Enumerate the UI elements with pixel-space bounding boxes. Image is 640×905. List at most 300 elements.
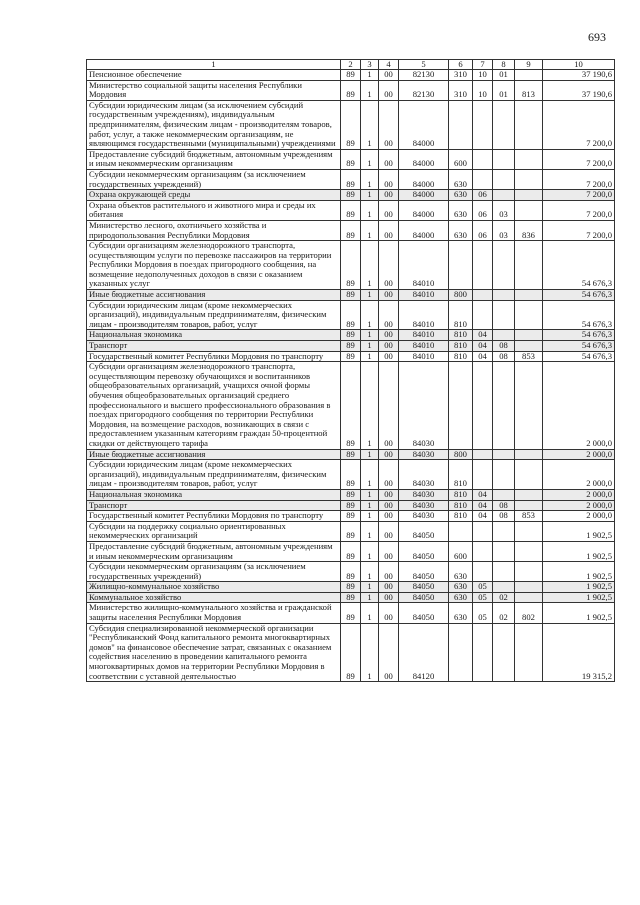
table-row: [87, 351, 615, 362]
code-cell-c5: 84050: [399, 582, 449, 593]
table-row: [87, 623, 615, 682]
code-cell-c9: [515, 70, 543, 81]
amount-cell: 7 200,0: [543, 100, 615, 149]
row-name: Транспорт: [87, 341, 341, 352]
code-cell-c3: 1: [361, 489, 379, 500]
table-row: [87, 460, 615, 490]
amount-cell: 1 902,5: [543, 582, 615, 593]
code-cell-c6: 630: [449, 603, 473, 623]
code-cell-c7: 05: [473, 603, 493, 623]
code-cell-c2: 89: [341, 541, 361, 561]
code-cell-c2: 89: [341, 149, 361, 169]
code-cell-c2: 89: [341, 449, 361, 460]
code-cell-c8: [493, 330, 515, 341]
code-cell-c2: 89: [341, 460, 361, 490]
row-name: Иные бюджетные ассигнования: [87, 449, 341, 460]
code-cell-c2: 89: [341, 341, 361, 352]
table-body: [87, 70, 615, 682]
table-row: [87, 330, 615, 341]
column-header: 2: [341, 60, 361, 70]
code-cell-c5: 84030: [399, 489, 449, 500]
code-cell-c9: [515, 623, 543, 682]
code-cell-c2: 89: [341, 603, 361, 623]
code-cell-c3: 1: [361, 623, 379, 682]
table-row: [87, 562, 615, 582]
code-cell-c7: [473, 521, 493, 541]
code-cell-c3: 1: [361, 70, 379, 81]
code-cell-c5: 84050: [399, 603, 449, 623]
code-cell-c2: 89: [341, 300, 361, 330]
amount-cell: 54 676,3: [543, 351, 615, 362]
code-cell-c6: 600: [449, 541, 473, 561]
code-cell-c5: 84010: [399, 290, 449, 301]
table-row: [87, 220, 615, 240]
code-cell-c8: 02: [493, 592, 515, 603]
row-name: Субсидии на поддержку социально ориентированных некоммерческих организаций: [87, 521, 341, 541]
amount-cell: 54 676,3: [543, 300, 615, 330]
code-cell-c7: [473, 241, 493, 290]
code-cell-c4: 00: [379, 220, 399, 240]
row-name: Предоставление субсидий бюджетным, автономным учреждениям и иным некоммерческим организациям: [87, 541, 341, 561]
code-cell-c8: [493, 149, 515, 169]
code-cell-c8: [493, 362, 515, 449]
column-header: 5: [399, 60, 449, 70]
column-header: 1: [87, 60, 341, 70]
code-cell-c9: [515, 169, 543, 189]
code-cell-c5: 84000: [399, 200, 449, 220]
code-cell-c4: 00: [379, 330, 399, 341]
code-cell-c2: 89: [341, 190, 361, 201]
code-cell-c9: [515, 460, 543, 490]
code-cell-c4: 00: [379, 582, 399, 593]
code-cell-c5: 84000: [399, 169, 449, 189]
code-cell-c8: 03: [493, 220, 515, 240]
code-cell-c8: [493, 241, 515, 290]
code-cell-c9: [515, 300, 543, 330]
table-row: [87, 500, 615, 511]
table-row: [87, 541, 615, 561]
code-cell-c4: 00: [379, 489, 399, 500]
code-cell-c6: 810: [449, 500, 473, 511]
table-row: [87, 489, 615, 500]
code-cell-c6: 600: [449, 149, 473, 169]
code-cell-c3: 1: [361, 562, 379, 582]
row-name: Субсидии организациям железнодорожного транспорта, осуществляющим услуги по перевозке пассажиров на территории Республики Мордовия в поездах пригородного сообщения, на возмещение недополученных доходов в связи с оказанием указанных услуг: [87, 241, 341, 290]
header-row: [87, 60, 615, 70]
table-row: [87, 362, 615, 449]
code-cell-c3: 1: [361, 300, 379, 330]
amount-cell: 2 000,0: [543, 362, 615, 449]
code-cell-c4: 00: [379, 511, 399, 522]
code-cell-c5: 84030: [399, 511, 449, 522]
code-cell-c4: 00: [379, 592, 399, 603]
row-name: Субсидии некоммерческим организациям (за исключением государственных учреждений): [87, 169, 341, 189]
table-row: [87, 149, 615, 169]
code-cell-c5: 84050: [399, 521, 449, 541]
amount-cell: 19 315,2: [543, 623, 615, 682]
code-cell-c3: 1: [361, 460, 379, 490]
code-cell-c7: 04: [473, 351, 493, 362]
code-cell-c4: 00: [379, 100, 399, 149]
code-cell-c8: [493, 169, 515, 189]
code-cell-c9: 836: [515, 220, 543, 240]
code-cell-c6: 630: [449, 592, 473, 603]
code-cell-c8: [493, 489, 515, 500]
table-row: [87, 200, 615, 220]
amount-cell: 2 000,0: [543, 449, 615, 460]
amount-cell: 7 200,0: [543, 200, 615, 220]
code-cell-c3: 1: [361, 80, 379, 100]
row-name: Охрана окружающей среды: [87, 190, 341, 201]
code-cell-c7: 05: [473, 582, 493, 593]
row-name: Государственный комитет Республики Мордовия по транспорту: [87, 351, 341, 362]
table-row: [87, 341, 615, 352]
code-cell-c8: [493, 460, 515, 490]
code-cell-c7: [473, 149, 493, 169]
code-cell-c7: [473, 562, 493, 582]
column-header: 9: [515, 60, 543, 70]
row-name: Субсидия специализированной некоммерческой организации "Республиканский Фонд капитального ремонта многоквартирных домов" на финансовое обеспечение затрат, связанных с оказанием содействия населению в проведении капитального ремонта многоквартирных домов на территории Республики Мордовия в соответствии с уставной деятельностью: [87, 623, 341, 682]
table-row: [87, 80, 615, 100]
code-cell-c9: 802: [515, 603, 543, 623]
code-cell-c2: 89: [341, 70, 361, 81]
table-row: [87, 582, 615, 593]
amount-cell: 1 902,5: [543, 541, 615, 561]
code-cell-c8: [493, 541, 515, 561]
code-cell-c2: 89: [341, 169, 361, 189]
row-name: Министерство жилищно-коммунального хозяйства и гражданской защиты населения Республики Мордовия: [87, 603, 341, 623]
code-cell-c7: [473, 100, 493, 149]
code-cell-c6: 630: [449, 190, 473, 201]
code-cell-c7: 04: [473, 511, 493, 522]
code-cell-c6: 310: [449, 70, 473, 81]
code-cell-c3: 1: [361, 290, 379, 301]
code-cell-c7: 04: [473, 330, 493, 341]
code-cell-c3: 1: [361, 200, 379, 220]
amount-cell: 1 902,5: [543, 521, 615, 541]
code-cell-c5: 84000: [399, 190, 449, 201]
code-cell-c2: 89: [341, 562, 361, 582]
amount-cell: 7 200,0: [543, 190, 615, 201]
table-row: [87, 603, 615, 623]
code-cell-c8: [493, 300, 515, 330]
code-cell-c2: 89: [341, 351, 361, 362]
code-cell-c6: 630: [449, 582, 473, 593]
table-row: [87, 70, 615, 81]
code-cell-c5: 84120: [399, 623, 449, 682]
code-cell-c4: 00: [379, 603, 399, 623]
code-cell-c3: 1: [361, 341, 379, 352]
table-row: [87, 290, 615, 301]
row-name: Охрана объектов растительного и животного мира и среды их обитания: [87, 200, 341, 220]
row-name: Субсидии организациям железнодорожного транспорта, осуществляющим перевозку обучающихся и воспитанников общеобразовательных организаций, учащихся очной формы обучения общеобразовательных организаций среднего профессионального и высшего профессионального образования в поездах пригородного сообщения по территории Республики Мордовия, на возмещение расходов, возникающих в связи с предоставлением указанным категориям граждан 50-процентной скидки от действующего тарифа: [87, 362, 341, 449]
column-header: 8: [493, 60, 515, 70]
code-cell-c2: 89: [341, 200, 361, 220]
amount-cell: 7 200,0: [543, 169, 615, 189]
code-cell-c8: 01: [493, 70, 515, 81]
row-name: Коммунальное хозяйство: [87, 592, 341, 603]
table-row: [87, 169, 615, 189]
code-cell-c6: 630: [449, 220, 473, 240]
code-cell-c8: 08: [493, 511, 515, 522]
code-cell-c2: 89: [341, 220, 361, 240]
table-row: [87, 511, 615, 522]
code-cell-c7: 04: [473, 489, 493, 500]
amount-cell: 2 000,0: [543, 511, 615, 522]
code-cell-c8: 01: [493, 80, 515, 100]
code-cell-c9: [515, 241, 543, 290]
code-cell-c5: 84010: [399, 341, 449, 352]
code-cell-c9: [515, 149, 543, 169]
code-cell-c6: [449, 100, 473, 149]
code-cell-c9: [515, 100, 543, 149]
code-cell-c3: 1: [361, 449, 379, 460]
table-row: [87, 592, 615, 603]
code-cell-c5: 82130: [399, 70, 449, 81]
code-cell-c9: [515, 200, 543, 220]
amount-cell: 7 200,0: [543, 149, 615, 169]
row-name: Государственный комитет Республики Мордовия по транспорту: [87, 511, 341, 522]
code-cell-c2: 89: [341, 362, 361, 449]
row-name: Пенсионное обеспечение: [87, 70, 341, 81]
code-cell-c9: [515, 341, 543, 352]
code-cell-c5: 84000: [399, 100, 449, 149]
code-cell-c8: [493, 562, 515, 582]
code-cell-c9: [515, 330, 543, 341]
amount-cell: 37 190,6: [543, 80, 615, 100]
amount-cell: 1 902,5: [543, 592, 615, 603]
code-cell-c7: [473, 362, 493, 449]
code-cell-c4: 00: [379, 200, 399, 220]
code-cell-c9: [515, 582, 543, 593]
code-cell-c2: 89: [341, 521, 361, 541]
code-cell-c8: [493, 190, 515, 201]
code-cell-c5: 82130: [399, 80, 449, 100]
code-cell-c7: [473, 449, 493, 460]
code-cell-c6: 810: [449, 300, 473, 330]
code-cell-c8: 02: [493, 603, 515, 623]
amount-cell: 54 676,3: [543, 241, 615, 290]
table-row: [87, 241, 615, 290]
code-cell-c8: 08: [493, 500, 515, 511]
row-name: Национальная экономика: [87, 489, 341, 500]
code-cell-c3: 1: [361, 241, 379, 290]
code-cell-c6: [449, 521, 473, 541]
code-cell-c6: 810: [449, 341, 473, 352]
code-cell-c7: 06: [473, 220, 493, 240]
amount-cell: 2 000,0: [543, 460, 615, 490]
code-cell-c7: [473, 541, 493, 561]
code-cell-c3: 1: [361, 521, 379, 541]
code-cell-c7: [473, 300, 493, 330]
code-cell-c3: 1: [361, 582, 379, 593]
code-cell-c4: 00: [379, 149, 399, 169]
code-cell-c8: [493, 521, 515, 541]
row-name: Национальная экономика: [87, 330, 341, 341]
amount-cell: 54 676,3: [543, 330, 615, 341]
column-header: 10: [543, 60, 615, 70]
code-cell-c5: 84050: [399, 592, 449, 603]
code-cell-c9: [515, 521, 543, 541]
code-cell-c4: 00: [379, 290, 399, 301]
code-cell-c9: [515, 190, 543, 201]
code-cell-c9: [515, 449, 543, 460]
code-cell-c4: 00: [379, 341, 399, 352]
code-cell-c5: 84050: [399, 541, 449, 561]
code-cell-c3: 1: [361, 351, 379, 362]
code-cell-c9: [515, 541, 543, 561]
row-name: Министерство социальной защиты населения Республики Мордовия: [87, 80, 341, 100]
table-row: [87, 300, 615, 330]
code-cell-c9: 813: [515, 80, 543, 100]
code-cell-c2: 89: [341, 290, 361, 301]
code-cell-c6: [449, 241, 473, 290]
code-cell-c2: 89: [341, 80, 361, 100]
code-cell-c4: 00: [379, 300, 399, 330]
code-cell-c4: 00: [379, 541, 399, 561]
code-cell-c5: 84010: [399, 300, 449, 330]
code-cell-c4: 00: [379, 449, 399, 460]
code-cell-c4: 00: [379, 70, 399, 81]
code-cell-c6: 810: [449, 460, 473, 490]
code-cell-c5: 84030: [399, 449, 449, 460]
amount-cell: 7 200,0: [543, 220, 615, 240]
code-cell-c6: 630: [449, 562, 473, 582]
code-cell-c2: 89: [341, 511, 361, 522]
table-row: [87, 190, 615, 201]
code-cell-c2: 89: [341, 489, 361, 500]
code-cell-c3: 1: [361, 500, 379, 511]
code-cell-c7: 06: [473, 190, 493, 201]
column-header: 6: [449, 60, 473, 70]
code-cell-c3: 1: [361, 149, 379, 169]
code-cell-c2: 89: [341, 100, 361, 149]
code-cell-c9: 853: [515, 351, 543, 362]
code-cell-c7: [473, 460, 493, 490]
page-number: 693: [588, 30, 606, 44]
row-name: Предоставление субсидий бюджетным, автономным учреждениям и иным некоммерческим организациям: [87, 149, 341, 169]
row-name: Субсидии некоммерческим организациям (за исключением государственных учреждений): [87, 562, 341, 582]
code-cell-c8: [493, 100, 515, 149]
code-cell-c7: 04: [473, 341, 493, 352]
code-cell-c4: 00: [379, 623, 399, 682]
table-row: [87, 100, 615, 149]
code-cell-c8: [493, 449, 515, 460]
code-cell-c5: 84050: [399, 562, 449, 582]
amount-cell: 1 902,5: [543, 603, 615, 623]
code-cell-c7: 04: [473, 500, 493, 511]
code-cell-c6: 800: [449, 449, 473, 460]
code-cell-c2: 89: [341, 500, 361, 511]
code-cell-c7: 06: [473, 200, 493, 220]
amount-cell: 37 190,6: [543, 70, 615, 81]
code-cell-c3: 1: [361, 220, 379, 240]
code-cell-c3: 1: [361, 592, 379, 603]
code-cell-c6: 630: [449, 200, 473, 220]
code-cell-c5: 84030: [399, 362, 449, 449]
code-cell-c7: [473, 623, 493, 682]
code-cell-c6: 810: [449, 511, 473, 522]
amount-cell: 1 902,5: [543, 562, 615, 582]
table-row: [87, 449, 615, 460]
code-cell-c3: 1: [361, 169, 379, 189]
code-cell-c2: 89: [341, 582, 361, 593]
code-cell-c8: [493, 582, 515, 593]
code-cell-c3: 1: [361, 603, 379, 623]
code-cell-c8: 03: [493, 200, 515, 220]
code-cell-c8: [493, 290, 515, 301]
code-cell-c3: 1: [361, 511, 379, 522]
code-cell-c5: 84000: [399, 149, 449, 169]
code-cell-c6: 630: [449, 169, 473, 189]
code-cell-c6: [449, 362, 473, 449]
column-header: 3: [361, 60, 379, 70]
column-header: 4: [379, 60, 399, 70]
code-cell-c4: 00: [379, 460, 399, 490]
code-cell-c6: [449, 623, 473, 682]
code-cell-c4: 00: [379, 169, 399, 189]
row-name: Жилищно-коммунальное хозяйство: [87, 582, 341, 593]
code-cell-c6: 310: [449, 80, 473, 100]
code-cell-c4: 00: [379, 351, 399, 362]
code-cell-c3: 1: [361, 100, 379, 149]
column-header: 7: [473, 60, 493, 70]
code-cell-c2: 89: [341, 623, 361, 682]
amount-cell: 2 000,0: [543, 489, 615, 500]
row-name: Субсидии юридическим лицам (кроме некоммерческих организаций), индивидуальным предпринимателям, физическим лицам - производителям товаров, работ, услуг: [87, 300, 341, 330]
code-cell-c7: 05: [473, 592, 493, 603]
amount-cell: 2 000,0: [543, 500, 615, 511]
code-cell-c8: 08: [493, 351, 515, 362]
code-cell-c2: 89: [341, 592, 361, 603]
code-cell-c7: [473, 290, 493, 301]
code-cell-c9: [515, 562, 543, 582]
code-cell-c3: 1: [361, 541, 379, 561]
code-cell-c2: 89: [341, 241, 361, 290]
table-row: [87, 521, 615, 541]
code-cell-c5: 84030: [399, 500, 449, 511]
code-cell-c4: 00: [379, 190, 399, 201]
code-cell-c9: [515, 489, 543, 500]
row-name: Субсидии юридическим лицам (за исключением субсидий государственным учреждениям), индивидуальным предпринимателям, физическим лицам - производителям товаров, работ, услуг, а также некоммерческим организациям, не являющимся государственными (муниципальными) учреждениями: [87, 100, 341, 149]
code-cell-c9: [515, 362, 543, 449]
code-cell-c7: [473, 169, 493, 189]
code-cell-c4: 00: [379, 241, 399, 290]
code-cell-c6: 810: [449, 351, 473, 362]
code-cell-c4: 00: [379, 562, 399, 582]
code-cell-c3: 1: [361, 190, 379, 201]
code-cell-c5: 84010: [399, 351, 449, 362]
amount-cell: 54 676,3: [543, 290, 615, 301]
code-cell-c6: 810: [449, 330, 473, 341]
code-cell-c4: 00: [379, 500, 399, 511]
code-cell-c9: [515, 592, 543, 603]
code-cell-c9: 853: [515, 511, 543, 522]
code-cell-c6: 810: [449, 489, 473, 500]
code-cell-c4: 00: [379, 80, 399, 100]
code-cell-c5: 84000: [399, 220, 449, 240]
code-cell-c5: 84010: [399, 330, 449, 341]
code-cell-c9: [515, 500, 543, 511]
code-cell-c3: 1: [361, 330, 379, 341]
code-cell-c7: 10: [473, 70, 493, 81]
row-name: Транспорт: [87, 500, 341, 511]
amount-cell: 54 676,3: [543, 341, 615, 352]
budget-table: [86, 59, 615, 682]
code-cell-c4: 00: [379, 521, 399, 541]
row-name: Субсидии юридическим лицам (кроме некоммерческих организаций), индивидуальным предпринимателям, физическим лицам - производителям товаров, работ, услуг: [87, 460, 341, 490]
code-cell-c2: 89: [341, 330, 361, 341]
